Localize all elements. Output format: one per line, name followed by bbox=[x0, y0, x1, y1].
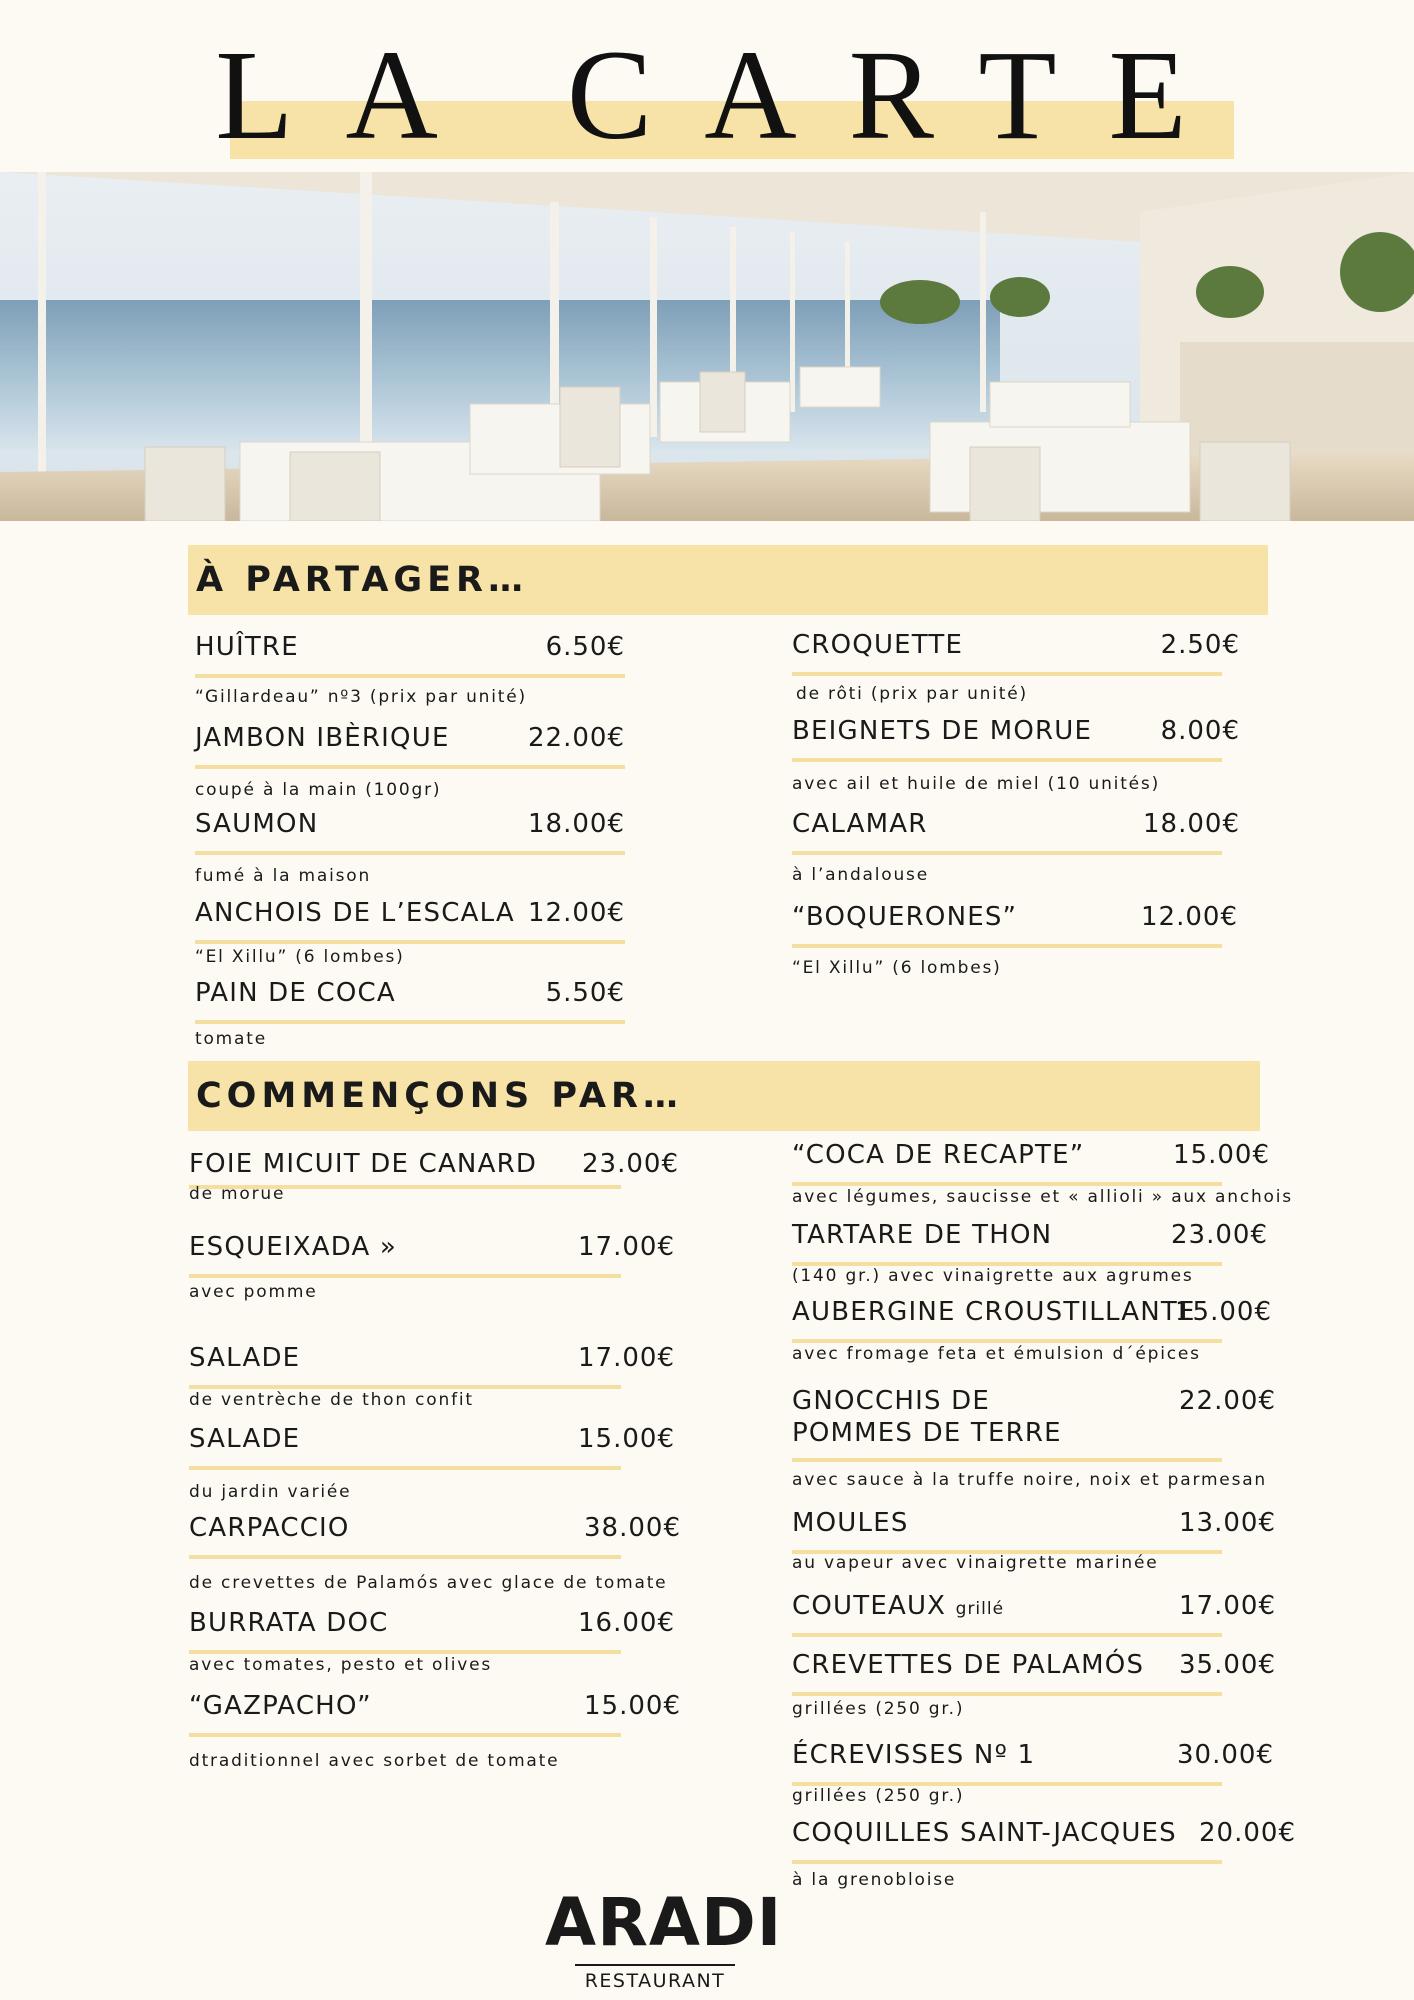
menu-item bbox=[189, 1424, 675, 1454]
item-description: au vapeur avec vinaigrette marinée bbox=[792, 1553, 1159, 1573]
item-description: de rôti (prix par unité) bbox=[796, 684, 1028, 704]
menu-item bbox=[792, 1386, 1276, 1450]
item-price: 8.00€ bbox=[1160, 716, 1240, 746]
item-name: COQUILLES SAINT-JACQUES bbox=[792, 1818, 1177, 1848]
menu-item bbox=[195, 809, 625, 839]
item-description: à la grenobloise bbox=[792, 1870, 957, 1890]
divider bbox=[792, 758, 1222, 762]
item-name: MOULES bbox=[792, 1508, 909, 1538]
item-name-suffix: grillé bbox=[955, 1599, 1005, 1619]
item-name: BEIGNETS DE MORUE bbox=[792, 716, 1093, 746]
item-description: “Gillardeau” nº3 (prix par unité) bbox=[195, 687, 527, 707]
item-name: ESQUEIXADA » bbox=[189, 1232, 398, 1262]
item-price: 12.00€ bbox=[528, 898, 625, 928]
item-price: 38.00€ bbox=[584, 1513, 681, 1543]
menu-item bbox=[195, 898, 625, 928]
divider bbox=[195, 940, 625, 944]
item-name: ANCHOIS DE L’ESCALA bbox=[195, 898, 515, 928]
divider bbox=[189, 1733, 621, 1737]
item-name bbox=[792, 1591, 1004, 1624]
item-name-line2: POMMES DE TERRE bbox=[792, 1418, 1062, 1448]
menu-item bbox=[195, 632, 625, 662]
item-description: “El Xillu” (6 lombes) bbox=[195, 947, 405, 967]
menu-item bbox=[792, 1591, 1276, 1621]
item-name: JAMBON IBÈRIQUE bbox=[195, 723, 450, 753]
item-name: CALAMAR bbox=[792, 809, 928, 839]
item-description: fumé à la maison bbox=[195, 866, 372, 886]
divider bbox=[792, 851, 1222, 855]
logo-wordmark: ARADI bbox=[545, 1884, 783, 1961]
divider bbox=[792, 672, 1222, 676]
item-price: 17.00€ bbox=[1179, 1591, 1276, 1621]
section-title: COMMENÇONS PAR… bbox=[196, 1076, 683, 1116]
item-name: SALADE bbox=[189, 1424, 301, 1454]
section-header-start bbox=[188, 1061, 1260, 1131]
menu-item bbox=[189, 1608, 675, 1638]
item-description: de morue bbox=[189, 1184, 286, 1204]
item-price: 5.50€ bbox=[545, 978, 625, 1008]
item-name: FOIE MICUIT DE CANARD bbox=[189, 1149, 538, 1179]
logo-divider bbox=[575, 1964, 735, 1966]
item-price: 20.00€ bbox=[1199, 1818, 1296, 1848]
divider bbox=[195, 851, 625, 855]
item-name: “COCA DE RECAPTE” bbox=[792, 1140, 1085, 1170]
item-name: ÉCREVISSES Nº 1 bbox=[792, 1740, 1036, 1770]
divider bbox=[792, 1692, 1222, 1696]
divider bbox=[792, 1860, 1222, 1864]
divider bbox=[792, 1633, 1222, 1637]
divider bbox=[195, 1020, 625, 1024]
item-name: CREVETTES DE PALAMÓS bbox=[792, 1650, 1145, 1680]
item-name: CARPACCIO bbox=[189, 1513, 350, 1543]
menu-item bbox=[195, 723, 625, 753]
item-description: avec légumes, saucisse et « allioli » aux anchois bbox=[792, 1187, 1293, 1207]
item-price: 22.00€ bbox=[1179, 1386, 1276, 1416]
item-description: avec pomme bbox=[189, 1282, 318, 1302]
item-price: 17.00€ bbox=[578, 1232, 675, 1262]
item-price: 15.00€ bbox=[578, 1424, 675, 1454]
item-name: HUÎTRE bbox=[195, 632, 299, 662]
menu-item bbox=[189, 1149, 679, 1179]
restaurant-logo bbox=[545, 1884, 783, 1992]
item-description: coupé à la main (100gr) bbox=[195, 780, 442, 800]
menu-item bbox=[792, 1220, 1268, 1250]
item-price: 6.50€ bbox=[545, 632, 625, 662]
item-description: “El Xillu” (6 lombes) bbox=[792, 958, 1002, 978]
item-name: “BOQUERONES” bbox=[792, 902, 1018, 932]
item-price: 16.00€ bbox=[578, 1608, 675, 1638]
item-description: avec sauce à la truffe noire, noix et parmesan bbox=[792, 1470, 1268, 1490]
item-price: 23.00€ bbox=[1171, 1220, 1268, 1250]
item-name: PAIN DE COCA bbox=[195, 978, 396, 1008]
item-price: 15.00€ bbox=[584, 1691, 681, 1721]
divider bbox=[792, 944, 1222, 948]
item-description: à l’andalouse bbox=[792, 865, 929, 885]
item-price: 18.00€ bbox=[1143, 809, 1240, 839]
item-description: grillées (250 gr.) bbox=[792, 1786, 965, 1806]
item-price: 18.00€ bbox=[528, 809, 625, 839]
divider bbox=[189, 1466, 621, 1470]
item-description: tomate bbox=[195, 1029, 267, 1049]
restaurant-photo bbox=[0, 172, 1414, 521]
item-name: TARTARE DE THON bbox=[792, 1220, 1053, 1250]
item-name: BURRATA DOC bbox=[189, 1608, 389, 1638]
divider bbox=[189, 1555, 621, 1559]
item-description: dtraditionnel avec sorbet de tomate bbox=[189, 1751, 560, 1771]
item-description: de ventrèche de thon confit bbox=[189, 1390, 474, 1410]
page-title: LA CARTE bbox=[215, 24, 1239, 166]
menu-item bbox=[792, 1508, 1276, 1538]
section-header-share bbox=[188, 545, 1268, 615]
item-name: AUBERGINE CROUSTILLANTE bbox=[792, 1297, 1196, 1327]
divider bbox=[195, 765, 625, 769]
menu-item bbox=[792, 809, 1240, 839]
menu-item bbox=[792, 1650, 1276, 1680]
item-description: grillées (250 gr.) bbox=[792, 1699, 965, 1719]
section-title: À PARTAGER… bbox=[196, 560, 529, 600]
item-description: avec tomates, pesto et olives bbox=[189, 1655, 493, 1675]
item-price: 15.00€ bbox=[1173, 1140, 1270, 1170]
logo-subtitle: RESTAURANT bbox=[584, 1970, 726, 1992]
item-price: 13.00€ bbox=[1179, 1508, 1276, 1538]
divider bbox=[195, 674, 625, 678]
item-description: de crevettes de Palamós avec glace de tomate bbox=[189, 1573, 668, 1593]
item-description: avec fromage feta et émulsion d´épices bbox=[792, 1344, 1201, 1364]
menu-item bbox=[792, 902, 1238, 932]
menu-item bbox=[792, 1297, 1272, 1327]
item-price: 35.00€ bbox=[1179, 1650, 1276, 1680]
item-description: avec ail et huile de miel (10 unités) bbox=[792, 774, 1161, 794]
item-name: “GAZPACHO” bbox=[189, 1691, 372, 1721]
item-name: GNOCCHIS DE bbox=[792, 1386, 991, 1416]
item-price: 2.50€ bbox=[1160, 630, 1240, 660]
item-price: 15.00€ bbox=[1175, 1297, 1272, 1327]
item-description: du jardin variée bbox=[189, 1482, 352, 1502]
menu-item bbox=[792, 1740, 1274, 1770]
item-name: CROQUETTE bbox=[792, 630, 964, 660]
menu-item bbox=[792, 630, 1240, 660]
divider bbox=[189, 1274, 621, 1278]
menu-item bbox=[792, 716, 1240, 746]
menu-item bbox=[189, 1691, 681, 1721]
menu-item bbox=[792, 1140, 1270, 1170]
item-price: 30.00€ bbox=[1177, 1740, 1274, 1770]
item-price: 12.00€ bbox=[1141, 902, 1238, 932]
item-name-main: COUTEAUX bbox=[792, 1591, 947, 1621]
divider bbox=[792, 1458, 1222, 1462]
menu-item bbox=[792, 1818, 1296, 1848]
item-name: SAUMON bbox=[195, 809, 319, 839]
item-description: (140 gr.) avec vinaigrette aux agrumes bbox=[792, 1266, 1194, 1286]
menu-item bbox=[189, 1513, 681, 1543]
menu-item bbox=[195, 978, 625, 1008]
item-price: 22.00€ bbox=[528, 723, 625, 753]
item-price: 23.00€ bbox=[582, 1149, 679, 1179]
item-name: SALADE bbox=[189, 1343, 301, 1373]
item-price: 17.00€ bbox=[578, 1343, 675, 1373]
menu-item bbox=[189, 1232, 675, 1262]
menu-item bbox=[189, 1343, 675, 1373]
